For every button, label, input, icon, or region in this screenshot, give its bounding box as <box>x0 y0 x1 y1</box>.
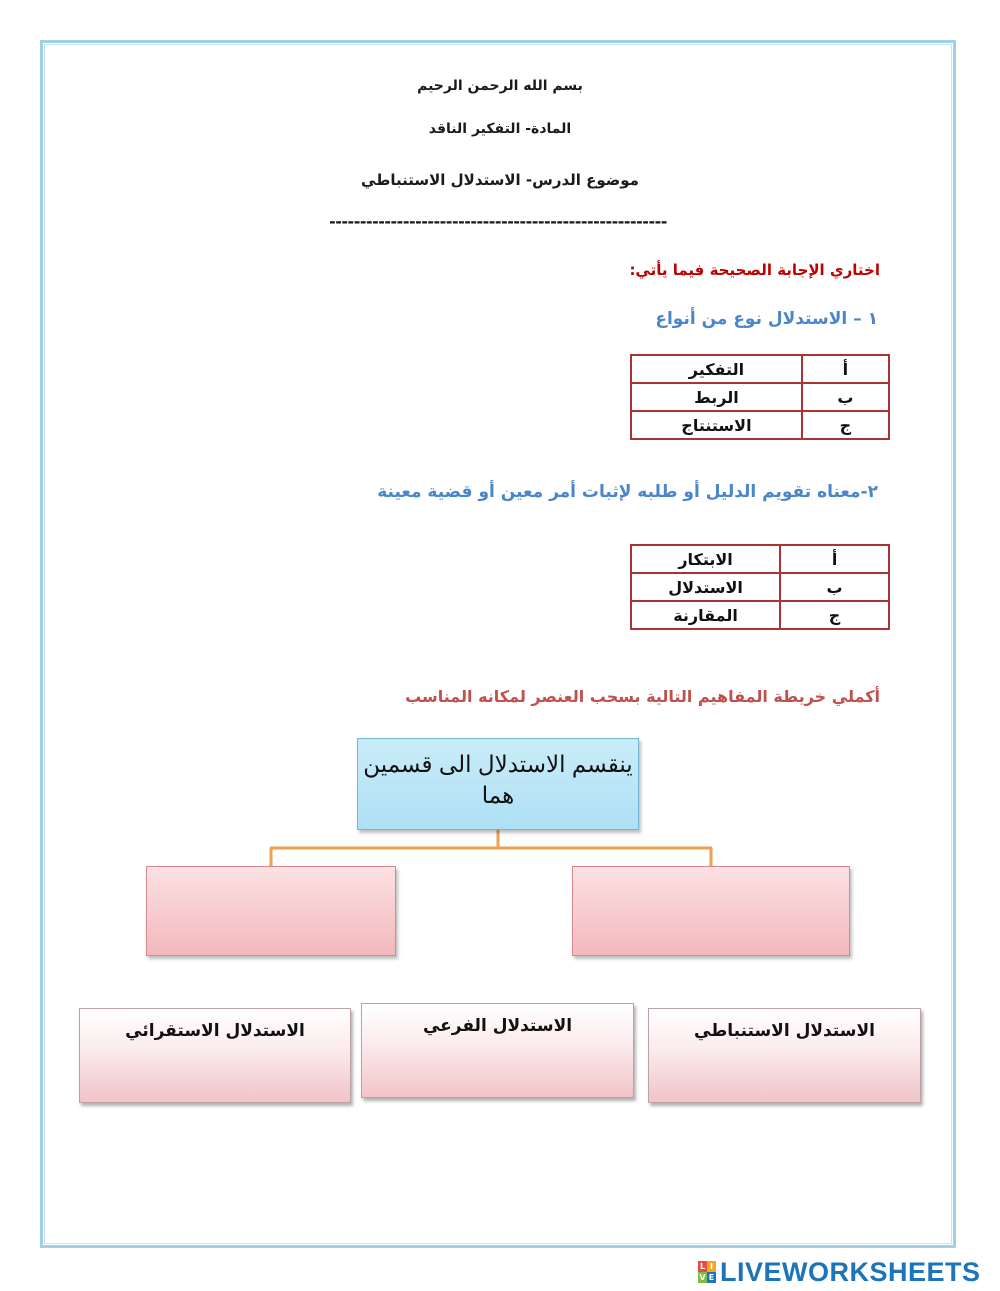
option-letter: أ <box>802 355 889 383</box>
logo-icon <box>698 1261 716 1283</box>
instruction: اختاري الإجابة الصحيحة فيما يأتي: <box>629 261 880 279</box>
option-letter: أ <box>780 545 889 573</box>
lesson-title: موضوع الدرس- الاستدلال الاستنباطي <box>361 171 639 189</box>
option-letter: ج <box>802 411 889 439</box>
logo-letter: I <box>707 1261 716 1272</box>
option-value[interactable]: المقارنة <box>631 601 780 629</box>
question-1: ١ – الاستدلال نوع من أنواع <box>655 309 878 329</box>
option-row[interactable] <box>631 355 889 383</box>
basmala: بسم الله الرحمن الرحيم <box>417 78 583 94</box>
option-row[interactable] <box>631 383 889 411</box>
option-row[interactable] <box>631 545 889 573</box>
logo-letter: E <box>708 1273 715 1282</box>
liveworksheets-logo <box>698 1258 981 1286</box>
question-2-options <box>630 544 890 630</box>
option-value[interactable]: التفكير <box>631 355 802 383</box>
option-value[interactable]: الربط <box>631 383 802 411</box>
concept-map-root: ينقسم الاستدلال الى قسمين هما <box>357 738 639 830</box>
logo-text: LIVEWORKSHEETS <box>720 1256 981 1287</box>
question-1-options <box>630 354 890 440</box>
option-letter: ب <box>780 573 889 601</box>
option-row[interactable] <box>631 601 889 629</box>
drop-zone-right[interactable] <box>572 866 850 956</box>
logo-letter: L <box>699 1262 706 1271</box>
option-value[interactable]: الاستدلال <box>631 573 780 601</box>
drop-zone-left[interactable] <box>146 866 396 956</box>
drag-item-inductive[interactable]: الاستدلال الاستقرائي <box>79 1008 351 1103</box>
question-2: ٢-معناه تقويم الدليل أو طلبه لإثبات أمر معين أو قضية معينة <box>377 482 878 502</box>
option-letter: ج <box>780 601 889 629</box>
option-letter: ب <box>802 383 889 411</box>
option-row[interactable] <box>631 573 889 601</box>
option-value[interactable]: الاستنتاج <box>631 411 802 439</box>
divider: ------------------------------------------------------- <box>329 212 667 231</box>
option-value[interactable]: الابتكار <box>631 545 780 573</box>
concept-map-instruction: أكملي خريطة المفاهيم التالية بسحب العنصر لمكانه المناسب <box>405 687 880 706</box>
drag-item-subsidiary[interactable]: الاستدلال الفرعي <box>361 1003 634 1098</box>
option-row[interactable] <box>631 411 889 439</box>
subject-line: المادة- التفكير الناقد <box>428 121 572 137</box>
logo-letter: V <box>699 1273 706 1282</box>
drag-item-deductive[interactable]: الاستدلال الاستنباطي <box>648 1008 921 1103</box>
